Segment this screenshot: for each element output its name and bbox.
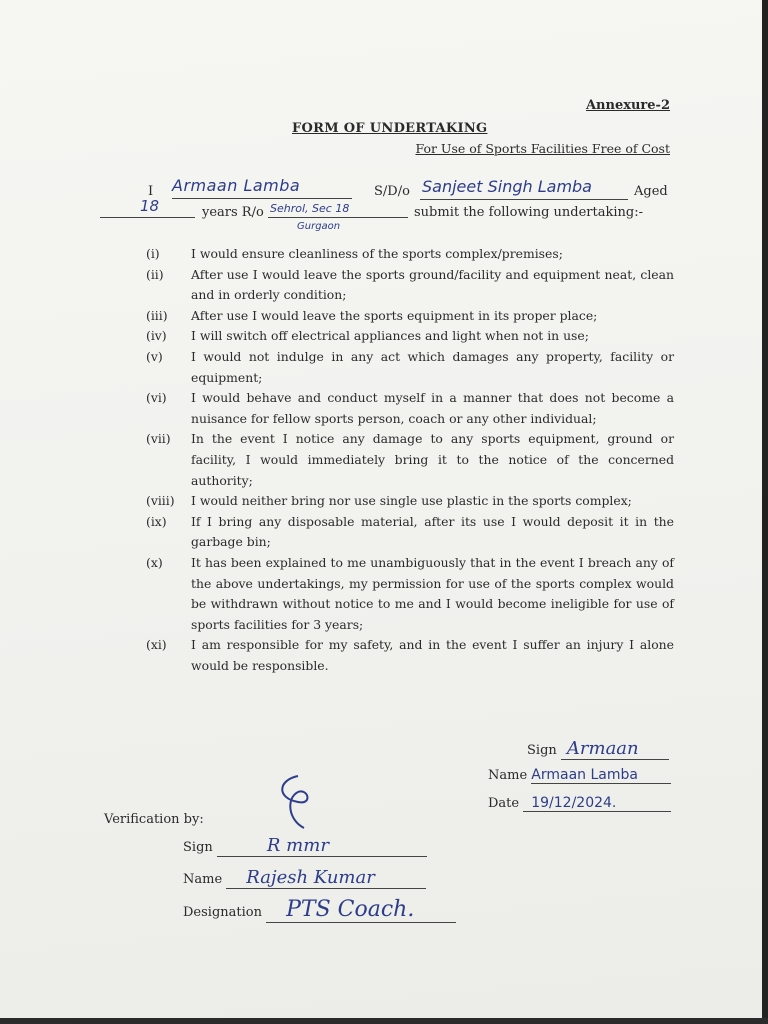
verifier-signature-flourish (268, 768, 348, 838)
aged-label: Aged (634, 184, 668, 199)
age-field[interactable]: 18 (140, 197, 160, 215)
item-number: (vii) (146, 431, 171, 447)
item-text: If I bring any disposable material, after its use I would deposit it in the garbage bin; (191, 513, 674, 550)
form-subtitle: For Use of Sports Facilities Free of Cost (415, 141, 670, 156)
item-number: (viii) (146, 493, 175, 509)
verification-heading: Verification by: (104, 812, 204, 827)
list-item (146, 306, 674, 327)
applicant-name[interactable]: Armaan Lamba (531, 767, 671, 784)
item-text: I would behave and conduct myself in a manner that does not become a nuisance for fellow sports person, coach or any other individual; (191, 390, 674, 426)
list-item (146, 265, 674, 306)
applicant-sign-row (527, 738, 669, 760)
list-item (146, 491, 674, 512)
verifier-designation-row (183, 897, 456, 923)
verifier-name-row (183, 867, 426, 889)
designation-label: Designation (183, 905, 262, 920)
item-number: (iii) (146, 307, 168, 323)
list-item (146, 326, 674, 347)
annexure-label: Annexure-2 (585, 98, 670, 113)
list-item (146, 635, 674, 676)
list-item (146, 512, 674, 553)
verifier-sign-label: Sign (183, 840, 213, 855)
item-text: I am responsible for my safety, and in the event I suffer an injury I alone would be responsible. (191, 637, 674, 673)
item-number: (iv) (146, 328, 167, 344)
name-label: Name (488, 768, 528, 783)
item-text: I would neither bring nor use single use plastic in the sports complex; (191, 493, 632, 509)
address-field[interactable]: Sehrol, Sec 18 (270, 202, 350, 215)
date-label: Date (488, 796, 520, 811)
item-text: I would not indulge in any act which damages any property, facility or equipment; (191, 348, 674, 385)
item-text: It has been explained to me unambiguously that in the event I breach any of the above undertakings, my permission for use of the sports complex would be withdrawn without notice to me and I would become ineligible for use of sports facilities for 3 years; (191, 554, 674, 632)
list-item (146, 347, 674, 388)
list-item (146, 429, 674, 491)
parent-underline (420, 199, 628, 200)
name-underline (172, 198, 352, 199)
item-number: (i) (146, 246, 160, 261)
scan-edge-bottom (0, 1018, 768, 1024)
age-underline (100, 217, 195, 218)
list-item (146, 553, 674, 635)
applicant-name-field[interactable]: Armaan Lamba (172, 176, 301, 195)
item-number: (ii) (146, 266, 164, 282)
verifier-signature[interactable]: R mmr (217, 835, 427, 857)
address-line2: Gurgaon (297, 221, 341, 232)
item-number: (ix) (146, 513, 167, 529)
relation-label: S/D/o (374, 184, 410, 199)
item-number: (xi) (146, 637, 167, 653)
item-text: In the event I notice any damage to any sports equipment, ground or facility, I would immediately bring it to the notice of the concerned authority; (191, 431, 674, 488)
pronoun: I (148, 184, 154, 199)
applicant-date-row (488, 795, 671, 812)
years-label: years R/o (202, 205, 264, 220)
applicant-signature[interactable]: Armaan (561, 738, 669, 760)
verifier-sign-row (183, 835, 427, 857)
item-number: (vi) (146, 390, 167, 406)
parent-name-field[interactable]: Sanjeet Singh Lamba (422, 177, 592, 196)
form-title: FORM OF UNDERTAKING (292, 121, 488, 136)
address-underline (268, 217, 408, 218)
list-item (146, 388, 674, 429)
item-text: After use I would leave the sports equipment in its proper place; (191, 307, 598, 323)
sign-label: Sign (527, 743, 557, 758)
item-text: I will switch off electrical appliances and light when not in use; (191, 328, 589, 344)
item-text: I would ensure cleanliness of the sports complex/premises; (191, 246, 563, 261)
undertakings-list (146, 244, 674, 676)
verifier-name[interactable]: Rajesh Kumar (226, 867, 426, 889)
submit-text: submit the following undertaking:- (414, 205, 643, 220)
verifier-name-label: Name (183, 872, 223, 887)
item-number: (v) (146, 348, 163, 364)
scan-edge-right (762, 0, 768, 1024)
list-item (146, 244, 674, 265)
verifier-designation[interactable]: PTS Coach. (266, 897, 456, 923)
item-number: (x) (146, 554, 163, 570)
applicant-date[interactable]: 19/12/2024. (523, 795, 671, 812)
item-text: After use I would leave the sports ground/facility and equipment neat, clean and in orderly condition; (191, 266, 674, 303)
applicant-name-row (488, 767, 671, 784)
